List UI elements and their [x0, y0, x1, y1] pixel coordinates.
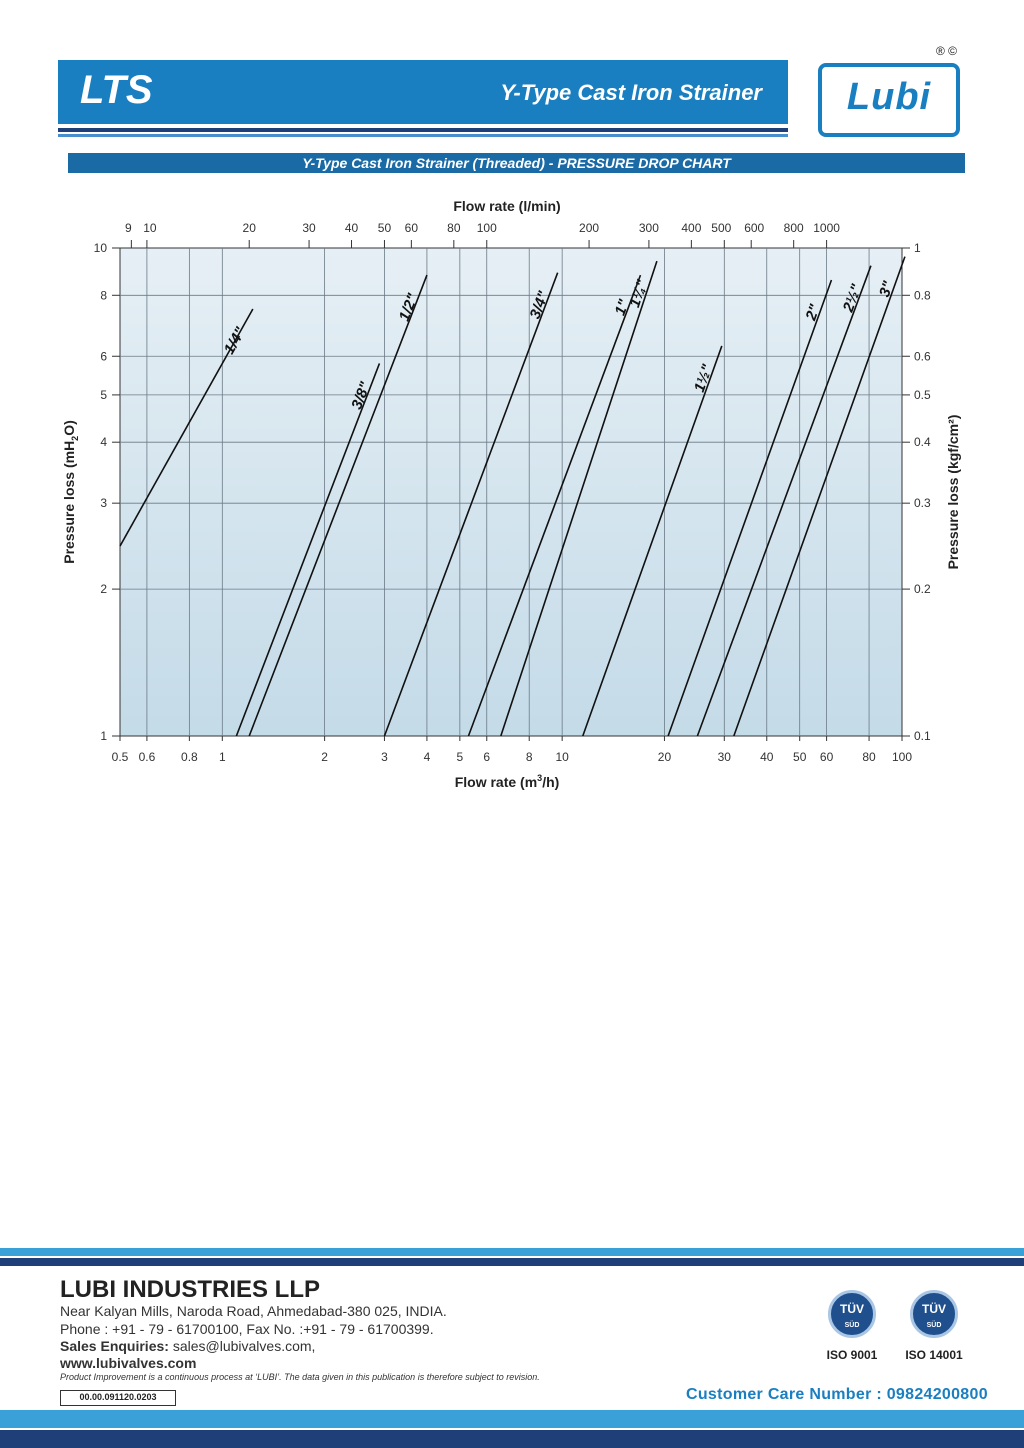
- sales-enquiries: [60, 1338, 315, 1354]
- x-bottom-tick-label: 20: [657, 750, 672, 764]
- tuv-badge-text: TÜV SÜD: [840, 1302, 864, 1329]
- x-top-tick-label: 800: [783, 221, 804, 235]
- y-left-tick-label: 2: [100, 582, 107, 597]
- customer-care-number: Customer Care Number : 09824200800: [686, 1386, 988, 1403]
- x-bottom-tick-label: 60: [819, 750, 834, 764]
- bottom-axis-title: Flow rate $(m^3/h)$: [454, 773, 560, 790]
- x-top-tick-label: 500: [711, 221, 732, 235]
- x-top-tick-label: 50: [377, 221, 392, 235]
- company-address: Near Kalyan Mills, Naroda Road, Ahmedabad-380 025, INDIA.: [60, 1303, 447, 1319]
- y-left-tick-label: 8: [100, 288, 107, 303]
- product-title: Y-Type Cast Iron Strainer: [500, 80, 762, 105]
- y-left-tick-label: 5: [100, 387, 107, 402]
- x-top-tick-label: 9: [125, 221, 132, 235]
- y-right-tick-label: 0.1: [914, 729, 931, 743]
- x-top-tick-label: 10: [143, 221, 157, 235]
- y-left-tick-label: 1: [100, 729, 107, 743]
- series-label: 1½": [690, 362, 717, 395]
- x-bottom-tick-label: 100: [891, 750, 913, 764]
- y-left-tick-label: 6: [100, 349, 107, 364]
- y-right-tick-label: 0.2: [914, 582, 931, 597]
- right-axis-title: Pressure loss (kgf/cm²): [945, 414, 961, 570]
- x-bottom-tick-label: 50: [793, 750, 807, 764]
- series-label: 3": [876, 279, 898, 300]
- series-label: 2½": [839, 282, 866, 315]
- x-top-tick-label: 100: [476, 221, 497, 235]
- x-top-tick-label: 400: [681, 221, 702, 235]
- plot-area: [120, 248, 902, 736]
- series-label: 3/8": [348, 379, 375, 412]
- y-right-tick-label: 0.4: [914, 435, 931, 450]
- sales-label: Sales Enquiries:: [60, 1338, 169, 1354]
- tuv-badge-text-2: TÜV SÜD: [922, 1302, 946, 1329]
- iso-9001-label: ISO 9001: [826, 1348, 878, 1362]
- x-top-tick-label: 30: [302, 221, 316, 235]
- company-name: LUBI INDUSTRIES LLP: [60, 1276, 321, 1303]
- x-bottom-tick-label: 80: [862, 750, 876, 764]
- x-bottom-tick-label: 40: [760, 750, 774, 764]
- series-label: 1/4": [220, 324, 250, 358]
- y-right-tick-label: 0.8: [914, 288, 931, 303]
- y-left-tick-label: 3: [100, 496, 107, 511]
- x-top-tick-label: 1000: [813, 221, 840, 235]
- left-axis-title: Pressure loss $(mH_2O)$: [61, 420, 80, 564]
- sales-email[interactable]: sales@lubivalves.com,: [172, 1338, 316, 1354]
- x-bottom-tick-label: 5: [456, 750, 464, 764]
- x-bottom-tick-label: 10: [555, 750, 569, 764]
- top-axis-title: Flow rate (l/min): [453, 198, 561, 214]
- y-left-tick-label: 4: [100, 435, 107, 450]
- y-right-tick-label: 1: [914, 241, 921, 255]
- y-right-tick-label: 0.3: [914, 496, 931, 511]
- x-top-tick-label: 20: [242, 221, 256, 235]
- x-top-tick-label: 200: [579, 221, 600, 235]
- x-bottom-tick-label: 0.6: [138, 750, 156, 764]
- x-bottom-tick-label: 0.8: [181, 750, 198, 764]
- website-link[interactable]: www.lubivalves.com: [60, 1355, 197, 1371]
- x-top-tick-label: 80: [447, 221, 461, 235]
- footer-bottom-stripe-dark: [0, 1430, 1024, 1448]
- doc-code: 00.00.091120.0203: [79, 1392, 157, 1402]
- y-left-tick-label: 10: [93, 241, 107, 255]
- chart-banner-title: Y-Type Cast Iron Strainer (Threaded) - PRESSURE DROP CHART: [302, 155, 731, 171]
- brand-logo: Lubi: [846, 76, 932, 118]
- company-phone: Phone : +91 - 79 - 61700100, Fax No. :+91 - 79 - 61700399.: [60, 1321, 434, 1337]
- x-top-tick-label: 600: [744, 221, 765, 235]
- x-bottom-tick-label: 8: [525, 750, 533, 764]
- product-code: LTS: [80, 68, 153, 112]
- x-bottom-tick-label: 4: [423, 750, 431, 764]
- footer-stripe-dark: [0, 1258, 1024, 1266]
- series-label: 2": [802, 302, 824, 323]
- x-top-tick-label: 60: [404, 221, 419, 235]
- revision-note: Product Improvement is a continuous process at ‘LUBI’. The data given in this publication is therefore subject to revision.: [60, 1372, 540, 1382]
- x-bottom-tick-label: 1: [218, 750, 226, 764]
- x-bottom-tick-label: 2: [321, 750, 328, 764]
- iso-14001-label: ISO 14001: [905, 1348, 963, 1362]
- footer-stripe-light: [0, 1248, 1024, 1256]
- x-bottom-tick-label: 30: [717, 750, 731, 764]
- x-top-tick-label: 300: [638, 221, 659, 235]
- y-right-tick-label: 0.6: [914, 349, 931, 364]
- series-label: 3/4": [526, 289, 553, 322]
- series-label: 1/2": [395, 291, 422, 324]
- x-bottom-tick-label: 0.5: [111, 750, 129, 764]
- footer-bottom-stripe-light: [0, 1410, 1024, 1428]
- x-bottom-tick-label: 6: [483, 750, 491, 764]
- series-label: 1": [611, 297, 633, 318]
- registered-marks: ® ©: [936, 44, 958, 58]
- x-top-tick-label: 40: [344, 221, 359, 235]
- y-right-tick-label: 0.5: [914, 387, 931, 402]
- series-label: 1¼": [626, 277, 652, 310]
- x-bottom-tick-label: 3: [381, 750, 388, 764]
